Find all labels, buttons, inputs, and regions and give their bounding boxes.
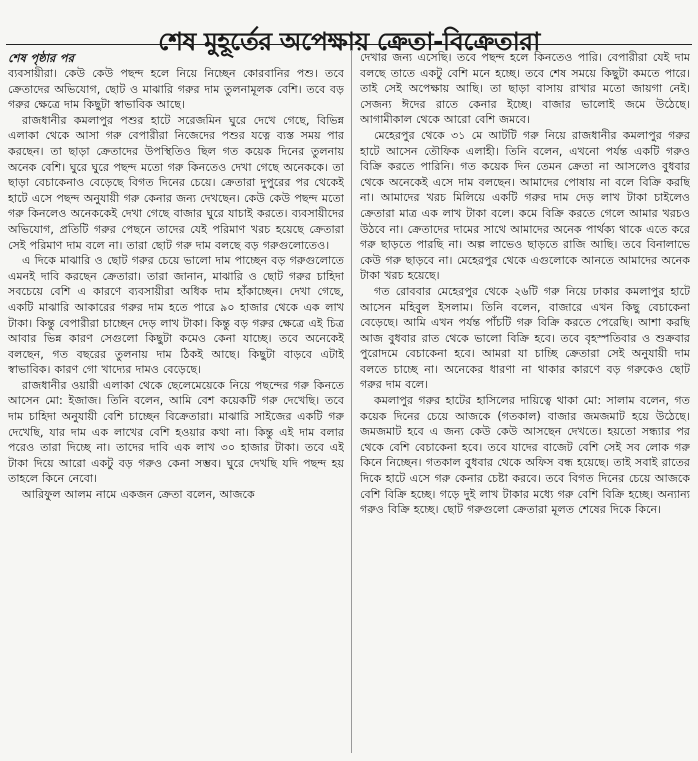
paragraph: মেহেরপুর থেকে ৩১ মে আটটি গরু নিয়ে রাজধানীর কমলাপুর গরুর হাটে আসেন তৌফিক এলাহী। তিনি বলেন, এখনো পর্যন্ত একটি গরুও বিক্রি করতে পারিনি। গত কয়েক দিন তেমন ক্রেতা না আসলেও বুধবার থেকে অনেকেই এসে দাম বলছেন। আমাদের পোষায় না বলে বিক্রি করছি না। আমাদের খরচ মিলিয়ে একটি গরুর দাম দেড় লাখ টাকা চাইলেও ক্রেতারা মাত্র এক লাখ টাকা বলে। কমে বিক্রি করতে গেলে আমার খরচও উঠবে না। ক্রেতাদের দামের সাথে আমাদের অনেক পার্থক্য থাকে এতে করে গরু ছাড়তে পারছি না। অল্প লাভেও ছাড়তে রাজি আছি। তবে বিনালাভে কেউ গরু ছাড়বে না। মেহেরপুর থেকে এগুলোকে আনতে আমাদের অনেক টাকা খরচ হয়েছে। (360, 128, 690, 283)
article-column-right (360, 50, 690, 757)
paragraph: গত রোববার মেহেরপুর থেকে ২৬টি গরু নিয়ে ঢাকার কমলাপুর হাটে আসেন মহিবুল ইসলাম। তিনি বলেন, বাজারে এখন কিছু বেচাকেনা বেড়েছে। আমি এখন পর্যন্ত পাঁচটি গরু বিক্রি করতে পেরেছি। আশা করছি আজ বুধবার রাত থেকে ভালো বিক্রি হবে। তবে বৃহস্পতিবার ও শুক্রবার পুরোদমে বেচাকেনা হবে। আমরা যা চাচ্ছি ক্রেতারা সেই অনুযায়ী দাম বলতে চাচ্ছে না। অনেকের ধারণা না থাকার কারণে বড় গরুকেও ছোট গরুর দাম বলে। (360, 284, 690, 392)
paragraph: রাজধানীর কমলাপুর পশুর হাটে সরেজমিন ঘুরে দেখে গেছে, বিভিন্ন এলাকা থেকে আসা গরু বেপারীরা নিজেদের পশুর যত্নে ব্যস্ত সময় পার করছেন। তা ছাড়া ক্রেতাদের উপস্থিতিও ছিল গত কয়েক দিনের তুলনায় অনেক বেশি। ঘুরে ঘুরে পছন্দ মতো গরু কিনতেও দেখা গেছে অনেককে। তা ছাড়া বেচাকেনাও বেড়েছে বিগত দিনের চেয়ে। ক্রেতারা দুপুরের পর থেকেই হাটে এসে পছন্দ অনুযায়ী গরু কেনার জন্য দেখছেন। কেউ কেউ পছন্দ মতো গরু কিনলেও অনেককেই দেখা গেছে বাজার ঘুরে যাচাই করতে। ব্যবসায়ীদের অভিযোগ, প্রতিটি গরুর পেছনে তাদের যেই পরিমাণ খরচ হয়েছে ক্রেতারা সেই পরিমাণ দাম বলে না। তারা ছোট গরু দাম বলছে বড় গরুগুলোতেও। (8, 113, 344, 252)
article-column-left (8, 50, 344, 757)
headline: শেষ মুহূর্তের অপেক্ষায় ক্রেতা-বিক্রেতারা (158, 26, 540, 56)
paragraph: ব্যবসায়ীরা। কেউ কেউ পছন্দ হলে নিয়ে নিচ্ছেন কোরবানির পশু। তবে ক্রেতাদের অভিযোগ, ছোট ও মাঝারি গরুর দাম তুলনামূলক বেশি। তবে বড় গরুর ক্ষেত্রে দাম কিছুটা স্বাভাবিক আছে। (8, 67, 344, 112)
paragraph: আরিফুল আলম নামে একজন ক্রেতা বলেন, আজকে (22, 488, 255, 502)
continuation-label: শেষ পৃষ্ঠার পর (8, 51, 74, 65)
headline-divider (6, 44, 692, 45)
paragraph: দেখার জন্য এসেছি। তবে পছন্দ হলে কিনতেও পারি। বেপারীরা যেই দাম বলছে তাতে একটু বেশি মনে হচ্ছে। তবে শেষ সময়ে কিছুটা কমতে পারে। তাই সেই অপেক্ষায় আছি। তা ছাড়া বাসায় রাখার মতো জায়গা নেই। সেজন্য ঈদের রাতে কেনার ইচ্ছে। বাজার ভালোই জমে উঠেছে। আগামীকাল থেকে আরো বেশি জমবে। (360, 51, 690, 127)
paragraph: এ দিকে মাঝারি ও ছোট গরুর চেয়ে ভালো দাম পাচ্ছেন বড় গরুগুলোতে এমনই দাবি করছেন ক্রেতারা। তারা জানান, মাঝারি ও ছোট গরুর চাহিদা সবচেয়ে বেশি এ কারণে ব্যবসায়ীরা অধিক দাম হাঁকাচ্ছেন। দেখা গেছে, একটি মাঝারি আকারের গরুর দাম হতে পারে ৯০ হাজার থেকে এক লাখ টাকা। কিন্তু বেপারীরা চাচ্ছেন দেড় লাখ টাকা। কিন্তু বড় গরুর ক্ষেত্রে এই চিত্র আবার ভিন্ন কারণ সেগুলো কিছুটা কমেও কেনা যাচ্ছে। তবে অনেকেই বলছেন, গত বছরের তুলনায় দাম ঠিকই আছে। কিছুটা বাড়বে এটাই স্বাভাবিক। কারণ গো খাদ্যের দামও বেড়েছে। (8, 254, 344, 377)
paragraph: রাজধানীর ওয়ারী এলাকা থেকে ছেলেমেয়েকে নিয়ে পছন্দের গরু কিনতে আসেন মো: ইজাজ। তিনি বলেন, আমি বেশ কয়েকটি গরু দেখেছি। তবে দাম চাহিদা অনুযায়ী বেশি চাচ্ছেন বিক্রেতারা। মাঝারি সাইজের একটি গরু দেখেছি, যার দাম এক লাখের বেশি হওয়ার কথা না। কিন্তু এই দাম বলার পরেও তারা দিচ্ছে না। তাদের দাবি এক লাখ ৩০ হাজার টাকা। তবে এই টাকা দিয়ে আরো একটু বড় গরুও কেনা সম্ভব। ঘুরে দেখছি যদি পছন্দ হয় তাহলে কিনে নেবো। (8, 378, 344, 486)
paragraph: কমলাপুর গরুর হাটের হাসিলের দায়িত্বে থাকা মো: সালাম বলেন, গত কয়েক দিনের চেয়ে আজকে (গতকাল) বাজার জমজমাট হয়ে উঠেছে। জমজমাট হবে এ জন্য কেউ কেউ আসছেন দেখতে। হয়তো সন্ধ্যার পর থেকে বেশি বেচাকেনা হবে। তবে যাদের বাজেট বেশি সেই সব লোক গরু কিনে নিচ্ছেন। গতকাল বুধবার থেকে অফিস বন্ধ হয়েছে। তাই সবাই রাতের দিকে হাটে এসে গরু কেনার চেষ্টা করবে। তবে বিগত দিনের চেয়ে আজকে বেশি বিক্রি হচ্ছে। গড়ে দুই লাখ টাকার মধ্যে গরু বেশি বিক্রি হচ্ছে। অন্যান্য গরুও বিক্রি হচ্ছে। ছোট গরুগুলো ক্রেতারা মূলত শেষের দিকে কিনে। (360, 394, 690, 517)
column-divider (351, 50, 352, 753)
